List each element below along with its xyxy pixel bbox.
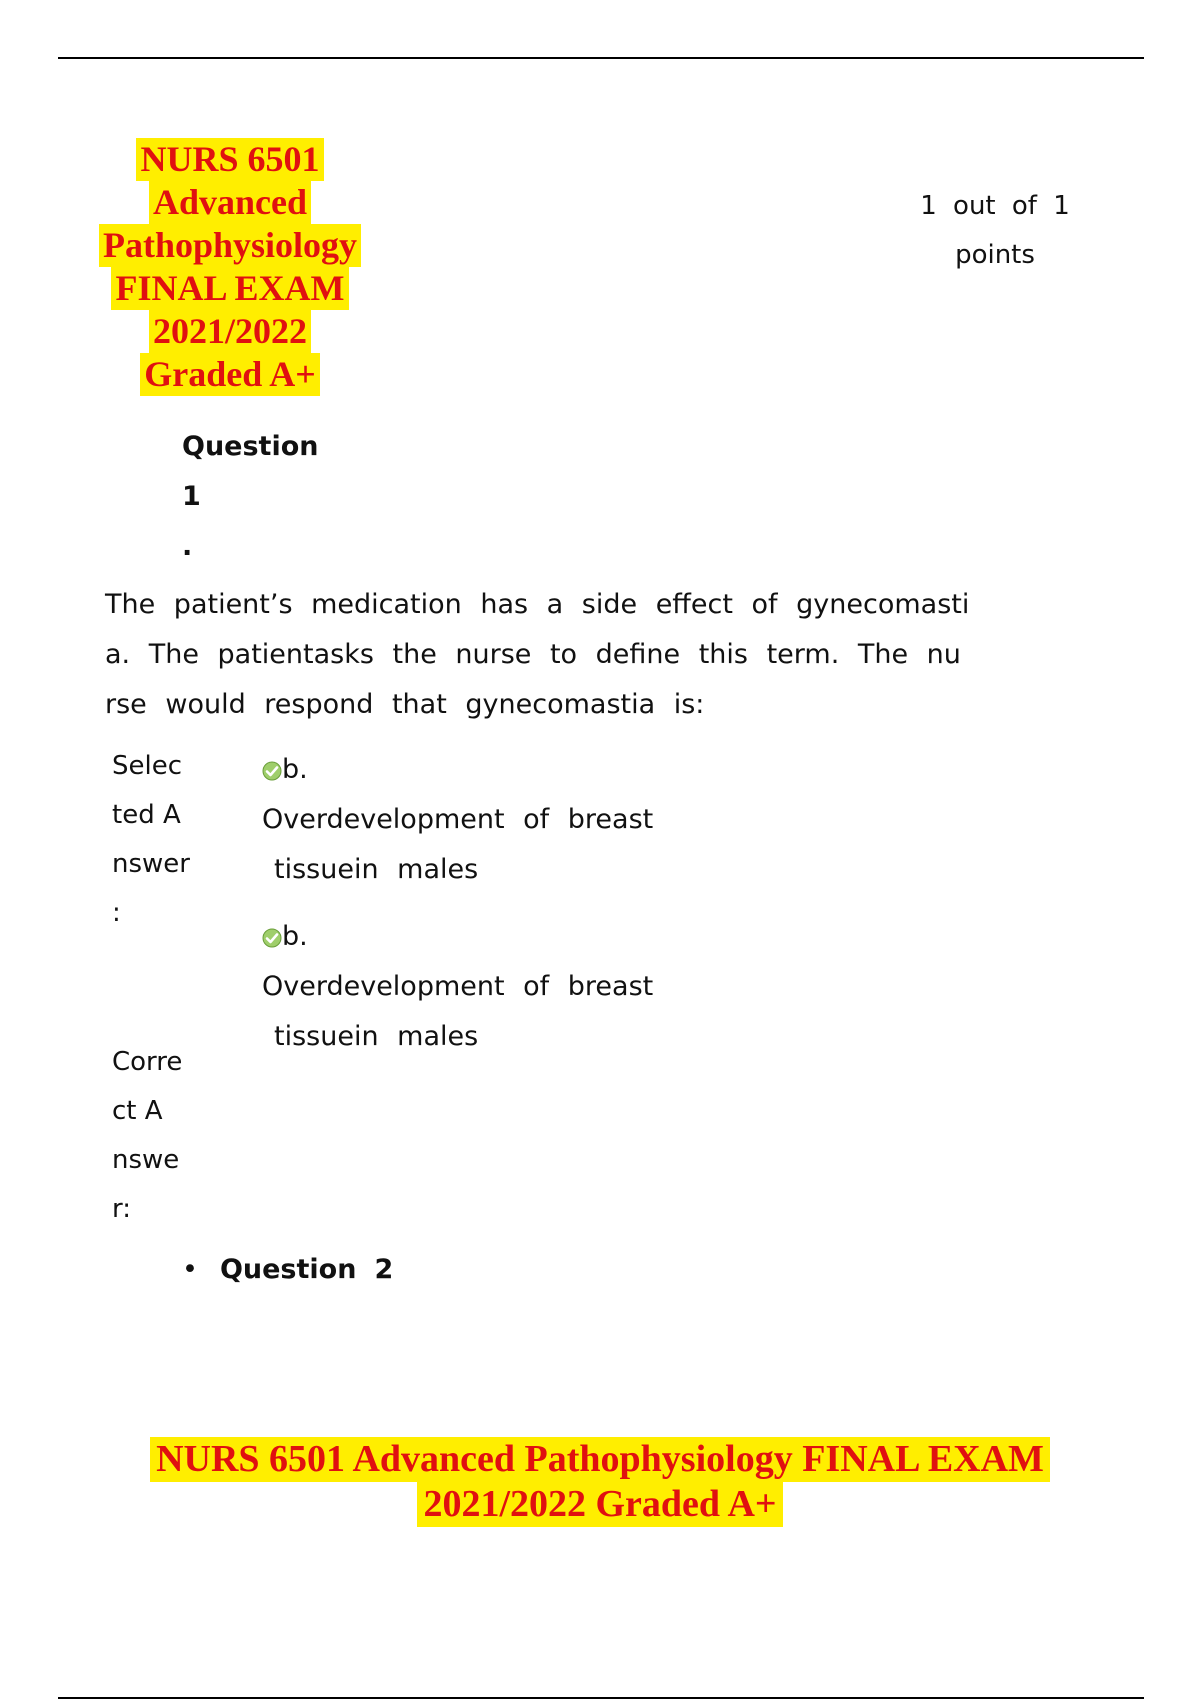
correct-answer: [262, 912, 653, 1062]
footer-title-line: 2021/2022 Graded A+: [417, 1482, 782, 1527]
question-text: [105, 580, 969, 730]
footer-title: [0, 1437, 1200, 1527]
answer-letter: b.: [282, 754, 308, 785]
question-number: 1: [182, 481, 201, 512]
title-line: Pathophysiology: [99, 224, 361, 267]
answer-text-line: Overdevelopment of breast: [262, 804, 654, 835]
bottom-rule: [58, 1697, 1144, 1699]
answer-text-line: tissuein males: [274, 854, 479, 885]
label-line: r:: [112, 1194, 131, 1224]
check-circle-icon: [262, 928, 282, 948]
score-unit: points: [955, 240, 1035, 270]
next-question-heading: [182, 1250, 393, 1290]
question-label: Question: [219, 1254, 357, 1285]
footer-title-line: NURS 6501 Advanced Pathophysiology FINAL EXAM: [150, 1437, 1050, 1482]
title-line: NURS 6501: [136, 138, 323, 181]
label-line: ct A: [112, 1096, 163, 1126]
title-line: 2021/2022: [149, 310, 311, 353]
label-line: nswer: [112, 849, 190, 879]
question-score: [900, 182, 1090, 280]
answer-letter: b.: [282, 921, 308, 952]
title-line: FINAL EXAM: [111, 267, 348, 310]
question-heading: [182, 422, 319, 572]
check-circle-icon: [262, 761, 282, 781]
answer-text-line: Overdevelopment of breast: [262, 971, 654, 1002]
selected-answer-label: [112, 742, 190, 938]
bullet: •: [182, 1254, 198, 1285]
label-line: ted A: [112, 800, 181, 830]
question-text-line: The patient’s medication has a side effect of gynecomasti: [105, 589, 970, 620]
score-value: 1 out of 1: [920, 191, 1070, 221]
question-period: .: [182, 531, 193, 562]
answer-text-line: tissuein males: [274, 1021, 479, 1052]
title-line: Graded A+: [140, 353, 320, 396]
question-text-line: rse would respond that gynecomastia is:: [105, 689, 705, 720]
question-text-line: a. The patientasks the nurse to define this term. The nu: [105, 639, 961, 670]
selected-answer: [262, 745, 653, 895]
label-line: Corre: [112, 1047, 183, 1077]
question-number: 2: [374, 1254, 394, 1285]
question-label: Question: [182, 431, 319, 462]
top-rule: [58, 57, 1144, 59]
title-line: Advanced: [149, 181, 311, 224]
correct-answer-label: [112, 1038, 182, 1234]
document-title: [88, 138, 372, 396]
label-line: nswe: [112, 1145, 180, 1175]
label-line: :: [112, 898, 121, 928]
label-line: Selec: [112, 751, 183, 781]
